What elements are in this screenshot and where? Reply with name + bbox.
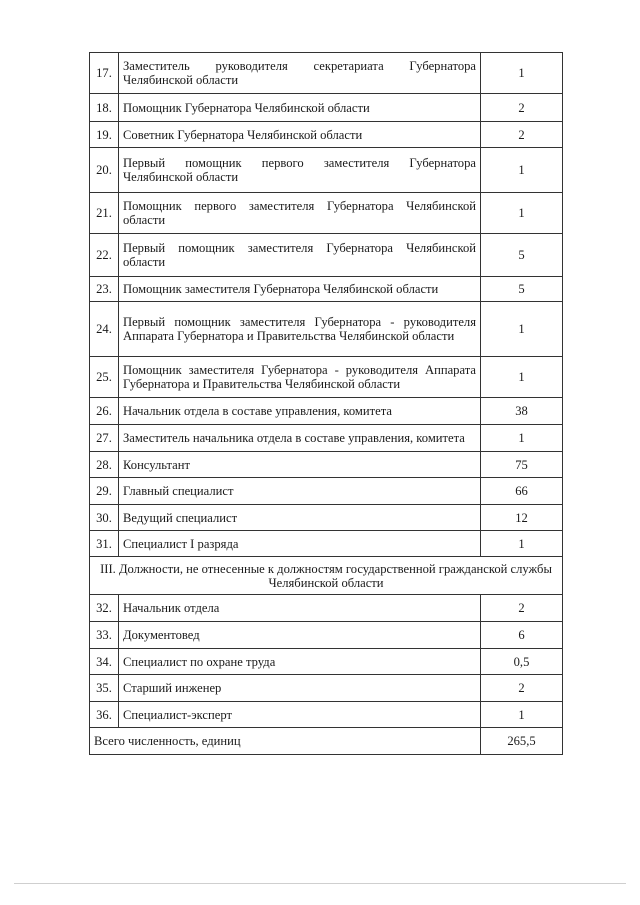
table-row [90,357,563,398]
row-number: 30. [90,505,119,531]
position-name: Первый помощник первого заместителя Губернатора Челябинской области [119,148,481,193]
table-row [90,398,563,425]
row-number: 33. [90,622,119,649]
position-count: 1 [481,148,563,193]
position-name: Первый помощник заместителя Губернатора - руководителя Аппарата Губернатора и Правительства Челябинской области [119,302,481,357]
position-count: 12 [481,505,563,531]
row-number: 29. [90,478,119,505]
table-row [90,53,563,94]
position-name: Начальник отдела в составе управления, комитета [119,398,481,425]
rows-b [90,595,563,728]
position-name: Главный специалист [119,478,481,505]
total-row [90,728,563,755]
position-count: 38 [481,398,563,425]
table-row [90,122,563,148]
table-row [90,478,563,505]
position-count: 1 [481,302,563,357]
row-number: 17. [90,53,119,94]
position-name: Старший инженер [119,675,481,702]
position-name: Документовед [119,622,481,649]
position-name: Первый помощник заместителя Губернатора Челябинской области [119,234,481,277]
position-count: 1 [481,425,563,452]
position-name: Специалист-эксперт [119,702,481,728]
position-count: 1 [481,531,563,557]
position-name: Специалист по охране труда [119,649,481,675]
table-row [90,505,563,531]
position-name: Специалист I разряда [119,531,481,557]
position-name: Начальник отдела [119,595,481,622]
table-row [90,302,563,357]
row-number: 34. [90,649,119,675]
row-number: 27. [90,425,119,452]
position-count: 0,5 [481,649,563,675]
position-count: 2 [481,122,563,148]
position-name: Заместитель руководителя секретариата Губернатора Челябинской области [119,53,481,94]
table-row [90,234,563,277]
position-count: 2 [481,595,563,622]
position-name: Советник Губернатора Челябинской области [119,122,481,148]
total-label: Всего численность, единиц [90,728,481,755]
position-count: 66 [481,478,563,505]
position-name: Помощник первого заместителя Губернатора Челябинской области [119,193,481,234]
row-number: 21. [90,193,119,234]
rows-a [90,53,563,557]
staff-table [89,52,563,755]
table-row [90,531,563,557]
section-heading-row [90,557,563,595]
position-count: 1 [481,702,563,728]
row-number: 25. [90,357,119,398]
row-number: 31. [90,531,119,557]
page-bottom-rule [14,883,626,884]
row-number: 23. [90,277,119,302]
position-count: 5 [481,277,563,302]
row-number: 18. [90,94,119,122]
row-number: 20. [90,148,119,193]
table-row [90,277,563,302]
totals [90,728,563,755]
table-row [90,148,563,193]
position-count: 1 [481,357,563,398]
position-name: Помощник заместителя Губернатора - руководителя Аппарата Губернатора и Правительства Челябинской области [119,357,481,398]
position-name: Консультант [119,452,481,478]
section-iii [90,557,563,595]
position-name: Ведущий специалист [119,505,481,531]
table-row [90,193,563,234]
row-number: 24. [90,302,119,357]
table-row [90,425,563,452]
row-number: 22. [90,234,119,277]
table-row [90,649,563,675]
table-row [90,595,563,622]
position-count: 75 [481,452,563,478]
position-name: Помощник Губернатора Челябинской области [119,94,481,122]
position-count: 1 [481,53,563,94]
position-count: 5 [481,234,563,277]
row-number: 28. [90,452,119,478]
row-number: 36. [90,702,119,728]
table-row [90,452,563,478]
position-count: 6 [481,622,563,649]
section-heading: III. Должности, не отнесенные к должностям государственной гражданской службы Челябинской области [90,557,563,595]
table-row [90,675,563,702]
row-number: 26. [90,398,119,425]
total-value: 265,5 [481,728,563,755]
table-row [90,702,563,728]
table-row [90,622,563,649]
row-number: 35. [90,675,119,702]
position-count: 2 [481,675,563,702]
position-name: Заместитель начальника отдела в составе управления, комитета [119,425,481,452]
position-name: Помощник заместителя Губернатора Челябинской области [119,277,481,302]
row-number: 32. [90,595,119,622]
position-count: 2 [481,94,563,122]
position-count: 1 [481,193,563,234]
table-row [90,94,563,122]
row-number: 19. [90,122,119,148]
